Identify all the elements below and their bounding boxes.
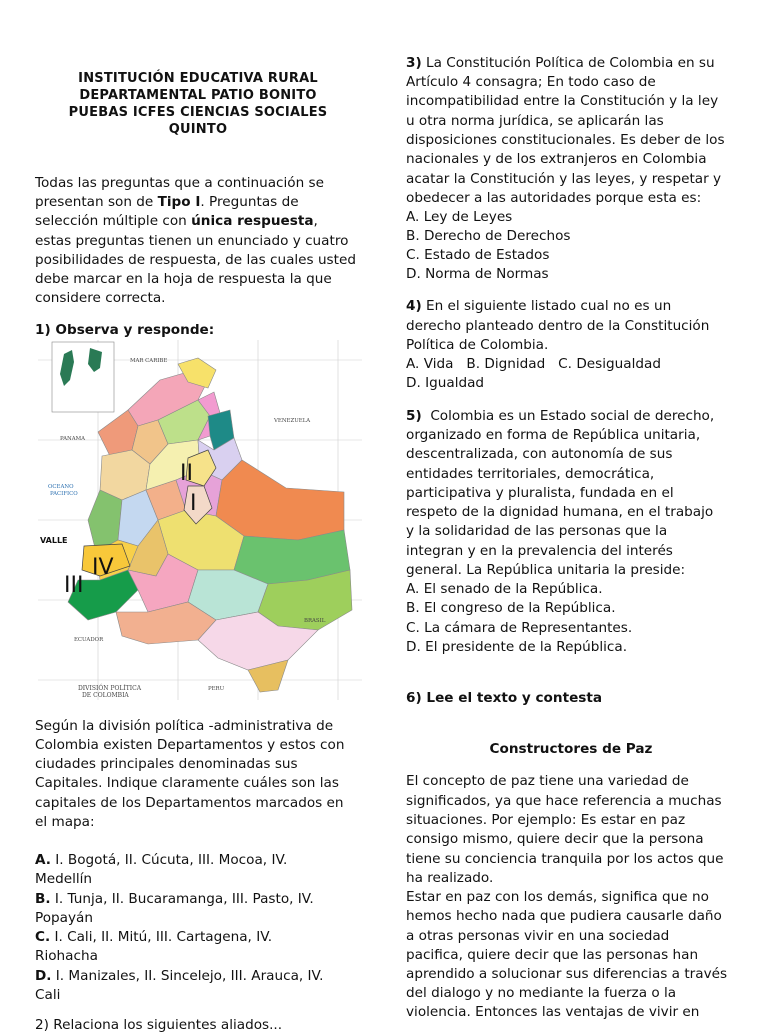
title-line: QUINTO (168, 122, 228, 137)
intro-line: estas preguntas tienen un enunciado y cuatro (35, 233, 349, 249)
q1-option-a[interactable] (35, 851, 287, 870)
q6-line: pacifica, quiere decir que las personas han (406, 947, 699, 963)
q3-line: u otra norma jurídica, se aplicarán las (406, 113, 664, 129)
option-letter: B. (35, 891, 51, 907)
q1-heading: 1) Observa y responde: (35, 322, 215, 338)
q3-option-b[interactable]: B. Derecho de Derechos (406, 228, 571, 244)
text-span: Colombia es un Estado social de derecho, (421, 408, 715, 424)
text-span: . Preguntas de (200, 194, 299, 210)
label-ecuador: ECUADOR (74, 637, 104, 643)
q6-line: consigo mismo, quiere decir que la persona (406, 831, 704, 847)
label-oceano: OCEANO (48, 484, 74, 490)
q3-line: nacionales y de los extranjeros en Colombia (406, 151, 707, 167)
q6-line: situaciones. Por ejemplo: Es estar en paz (406, 812, 686, 828)
q4-line: derecho planteado dentro de la Constitución (406, 318, 710, 334)
q1-line: el mapa: (35, 814, 95, 830)
intro-line: considere correcta. (35, 290, 166, 306)
text-span: presentan son de (35, 194, 158, 210)
q4-options-row[interactable]: A. Vida B. Dignidad C. Desigualdad (406, 356, 661, 372)
colombia-map (38, 340, 362, 700)
label-pacifico: PACIFICO (50, 491, 78, 497)
question-number: 5) (406, 408, 422, 424)
q4-option-d[interactable]: D. Igualdad (406, 375, 485, 391)
q6-line: ha realizado. (406, 870, 494, 886)
title-line: PUEBAS ICFES CIENCIAS SOCIALES (68, 105, 328, 120)
q3-option-c[interactable]: C. Estado de Estados (406, 247, 550, 263)
document-title (35, 70, 361, 138)
label-panama: PANAMA (60, 436, 86, 442)
q6-line: hemos hecho nada que pudiera causarle daño (406, 908, 722, 924)
marker-iv: IV (92, 555, 114, 580)
option-text: I. Bogotá, II. Cúcuta, III. Mocoa, IV. (50, 852, 288, 868)
label-de-colombia: DE COLOMBIA (82, 692, 129, 699)
q6-line: del dialogo y no mediante la fuerza o la (406, 985, 677, 1001)
q3-line: disposiciones constitucionales. Es deber de los (406, 132, 725, 148)
q6-line: significados, ya que hace referencia a muchas (406, 793, 722, 809)
marker-iii: III (64, 573, 84, 598)
q3-option-a[interactable]: A. Ley de Leyes (406, 209, 513, 225)
intro-line: posibilidades de respuesta, de las cuales usted (35, 252, 356, 268)
option-letter: C. (35, 929, 51, 945)
q3-line: obedecer a las autoridades porque esta es: (406, 190, 702, 206)
option-letter: D. (35, 968, 52, 984)
label-division: DIVISIÓN POLÍTICA (78, 685, 142, 692)
q5-line: respeto de la dignidad humana, en el trabajo (406, 504, 714, 520)
q5-option-d[interactable]: D. El presidente de la República. (406, 639, 628, 655)
q3-option-d[interactable]: D. Norma de Normas (406, 266, 549, 282)
q5-line (406, 407, 714, 426)
label-valle: VALLE (40, 536, 68, 545)
q1-option-b-cont: Popayán (35, 910, 93, 926)
q5-option-c[interactable]: C. La cámara de Representantes. (406, 620, 633, 636)
q5-option-a[interactable]: A. El senado de la República. (406, 581, 603, 597)
q1-option-a-cont: Medellín (35, 871, 93, 887)
q1-line: Colombia existen Departamentos y estos con (35, 737, 345, 753)
question-number: 3) (406, 55, 422, 71)
q3-line (406, 54, 715, 73)
intro-line (35, 212, 318, 231)
label-mar-caribe: MAR CARIBE (130, 358, 168, 364)
question-number: 4) (406, 298, 422, 314)
q6-line: a otras personas vivir en una sociedad (406, 928, 670, 944)
q2-partial: 2) Relaciona los siguientes aliados... (35, 1017, 283, 1033)
text-span: , (313, 213, 318, 229)
q3-line: incompatibilidad entre la Constitución y la ley (406, 93, 719, 109)
title-line: DEPARTAMENTAL PATIO BONITO (79, 88, 317, 103)
q6-line: El concepto de paz tiene una variedad de (406, 773, 689, 789)
bold-span: Tipo I (157, 194, 201, 210)
q5-line: organizado en forma de República unitaria, (406, 427, 701, 443)
q1-line: capitales de los Departamentos marcados en (35, 795, 344, 811)
text-span: La Constitución Política de Colombia en su (421, 55, 715, 71)
q6-line: violencia. Entonces las ventajas de vivir en (406, 1004, 700, 1020)
q4-line: Política de Colombia. (406, 337, 549, 353)
option-text: I. Cali, II. Mitú, III. Cartagena, IV. (50, 929, 273, 945)
bold-span: única respuesta (191, 213, 314, 229)
q5-line: entidades territoriales, democrática, (406, 466, 655, 482)
q1-line: Según la división política -administrativa de (35, 718, 334, 734)
option-text: I. Manizales, II. Sincelejo, III. Arauca, IV. (51, 968, 324, 984)
intro-line: debe marcar en la hoja de respuesta la que (35, 271, 332, 287)
q5-option-b[interactable]: B. El congreso de la República. (406, 600, 616, 616)
q6-subtitle: Constructores de Paz (489, 741, 653, 757)
q4-line (406, 297, 671, 316)
q5-line: participativa y pluralista, fundada en el (406, 485, 674, 501)
q1-option-d[interactable] (35, 967, 323, 986)
intro-line: Todas las preguntas que a continuación se (35, 175, 324, 191)
q5-line: y la solidaridad de las personas que la (406, 523, 668, 539)
q5-line: general. La República unitaria la preside: (406, 562, 686, 578)
q1-line: Capitales. Indique claramente cuáles son las (35, 775, 339, 791)
q1-option-c[interactable] (35, 928, 272, 947)
q3-line: Artículo 4 consagra; En todo caso de (406, 74, 656, 90)
q5-line: integran y en la prevalencia del interés (406, 543, 673, 559)
q3-line: acatar la Constitución y las leyes, y respetar y (406, 171, 722, 187)
label-brasil: BRASIL (304, 618, 326, 624)
text-span: En el siguiente listado cual no es un (421, 298, 672, 314)
marker-i: I (190, 491, 197, 516)
intro-line (35, 193, 299, 212)
option-letter: A. (35, 852, 51, 868)
q1-option-c-cont: Riohacha (35, 948, 98, 964)
q6-heading: 6) Lee el texto y contesta (406, 690, 603, 706)
q6-line: tiene su conciencia tranquila por los actos que (406, 851, 724, 867)
title-line: INSTITUCIÓN EDUCATIVA RURAL (78, 71, 318, 86)
marker-ii: II (180, 461, 193, 486)
label-venezuela: VENEZUELA (274, 418, 311, 424)
q5-line: descentralizada, con autonomía de sus (406, 446, 673, 462)
text-span: selección múltiple con (35, 213, 192, 229)
q6-line: Estar en paz con los demás, significa que no (406, 889, 709, 905)
label-peru: PERU (208, 686, 225, 692)
option-text: I. Tunja, II. Bucaramanga, III. Pasto, IV. (50, 891, 314, 907)
q1-option-d-cont: Cali (35, 987, 61, 1003)
q1-option-b[interactable] (35, 890, 314, 909)
q6-line: aprendido a solucionar sus diferencias a través (406, 966, 728, 982)
q1-line: ciudades principales denominadas sus (35, 756, 298, 772)
